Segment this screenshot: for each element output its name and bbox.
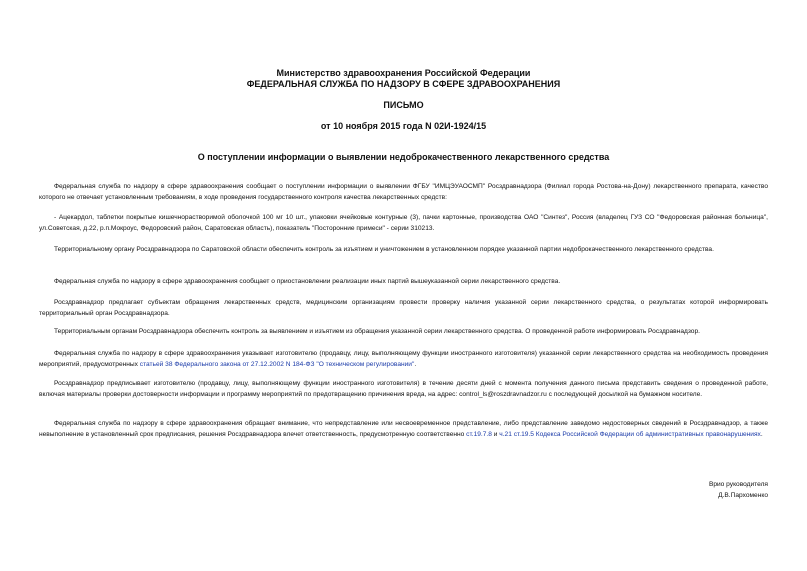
paragraph-1: Федеральная служба по надзору в сфере здравоохранения сообщает о поступлении информации о выявлении ФГБУ "ИМЦЭУАОСМП" Росздравнадзора (Филиал города Ростова-на-Дону) лекарственного препарата, качество которого не отвечает установленным требованиям, в ходе проведения государственного контроля качества лекарственных средств:: [39, 183, 768, 201]
paragraph-9-and: и: [491, 431, 500, 438]
paragraph-7: [39, 348, 768, 370]
service-title: ФЕДЕРАЛЬНАЯ СЛУЖБА ПО НАДЗОРУ В СФЕРЕ ЗДРАВООХРАНЕНИЯ: [246, 79, 561, 89]
paragraph-2: - Ацекардол, таблетки покрытые кишечнорастворимой оболочкой 100 мг 10 шт., упаковки ячейковые контурные (3), пачки картонные, производства ОАО "Синтез", Россия (владелец ГУЗ СО "Федоровская районная больница", ул.Советская, д.22, р.п.Мокроус, Федоровский район, Саратовская область), показатель "Посторонние примеси" - серии 310213.: [39, 214, 768, 232]
paragraph-8: Росздравнадзор предписывает изготовителю (продавцу, лицу, выполняющему функции иностранного изготовителя) в течение десяти дней с момента получения данного письма представить сведения о проведенной работе, включая материалы проверки достоверности информации и программу мероприятий по предотвращению причинения вреда, на адрес: control_ls@roszdravnadzor.ru с последующей досылкой на бумажном носителе.: [39, 380, 768, 398]
paragraph-9: [39, 418, 768, 440]
paragraph-6: Территориальным органам Росздравнадзора обеспечить контроль за выявлением и изъятием из обращения указанной серии лекарственного средства. О проведенной работе информировать Росздравнадзор.: [54, 328, 700, 335]
document-type: ПИСЬМО: [383, 100, 424, 110]
koap-article-19-5-link[interactable]: ч.21 ст.19.5 Кодекса Российской Федерации об административных правонарушениях: [499, 431, 761, 438]
signature-name: Д.В.Пархоменко: [718, 492, 768, 499]
document-subject: О поступлении информации о выявлении недоброкачественного лекарственного средства: [197, 152, 610, 162]
paragraph-7-end: .: [414, 361, 417, 368]
paragraph-3: Территориальному органу Росздравнадзора по Саратовской области обеспечить контроль за изъятием и уничтожением в установленном порядке указанной партии недоброкачественного лекарственного средства.: [54, 246, 714, 253]
paragraph-7-text: Федеральная служба по надзору в сфере здравоохранения указывает изготовителю (продавцу, лицу, выполняющему функции иностранного изготовителя) указанной серии лекарственного средства на необходимость проведения мероприятий, предусмотренных: [39, 350, 768, 368]
signature-position: Врио руководителя: [708, 481, 768, 488]
paragraph-4: Федеральная служба по надзору в сфере здравоохранения сообщает о приостановлении реализации иных партий вышеуказанной серии лекарственного средства.: [54, 278, 561, 285]
article-19-7-8-link[interactable]: ст.19.7.8: [466, 431, 492, 438]
document-date: от 10 ноября 2015 года N 02И-1924/15: [320, 121, 487, 131]
paragraph-9-end: .: [760, 431, 763, 438]
ministry-title: Министерство здравоохранения Российской Федерации: [276, 68, 531, 78]
paragraph-9-text: Федеральная служба по надзору в сфере здравоохранения обращает внимание, что непредставление или несвоевременное представление, либо представление заведомо недостоверных сведений в Росздравнадзор, а также невыполнение в установленный срок предписания, решения Росздравнадзора влечет ответственность, предусмотренную соответственно: [39, 420, 768, 438]
paragraph-5: Росздравнадзор предлагает субъектам обращения лекарственных средств, медицинским организациям провести проверку наличия указанной серии лекарственного средства, о результатах которой информировать территориальный орган Росздравнадзора.: [39, 299, 768, 317]
law-article-38-link[interactable]: статьей 38 Федерального закона от 27.12.2002 N 184-ФЗ "О техническом регулировании": [139, 361, 415, 368]
